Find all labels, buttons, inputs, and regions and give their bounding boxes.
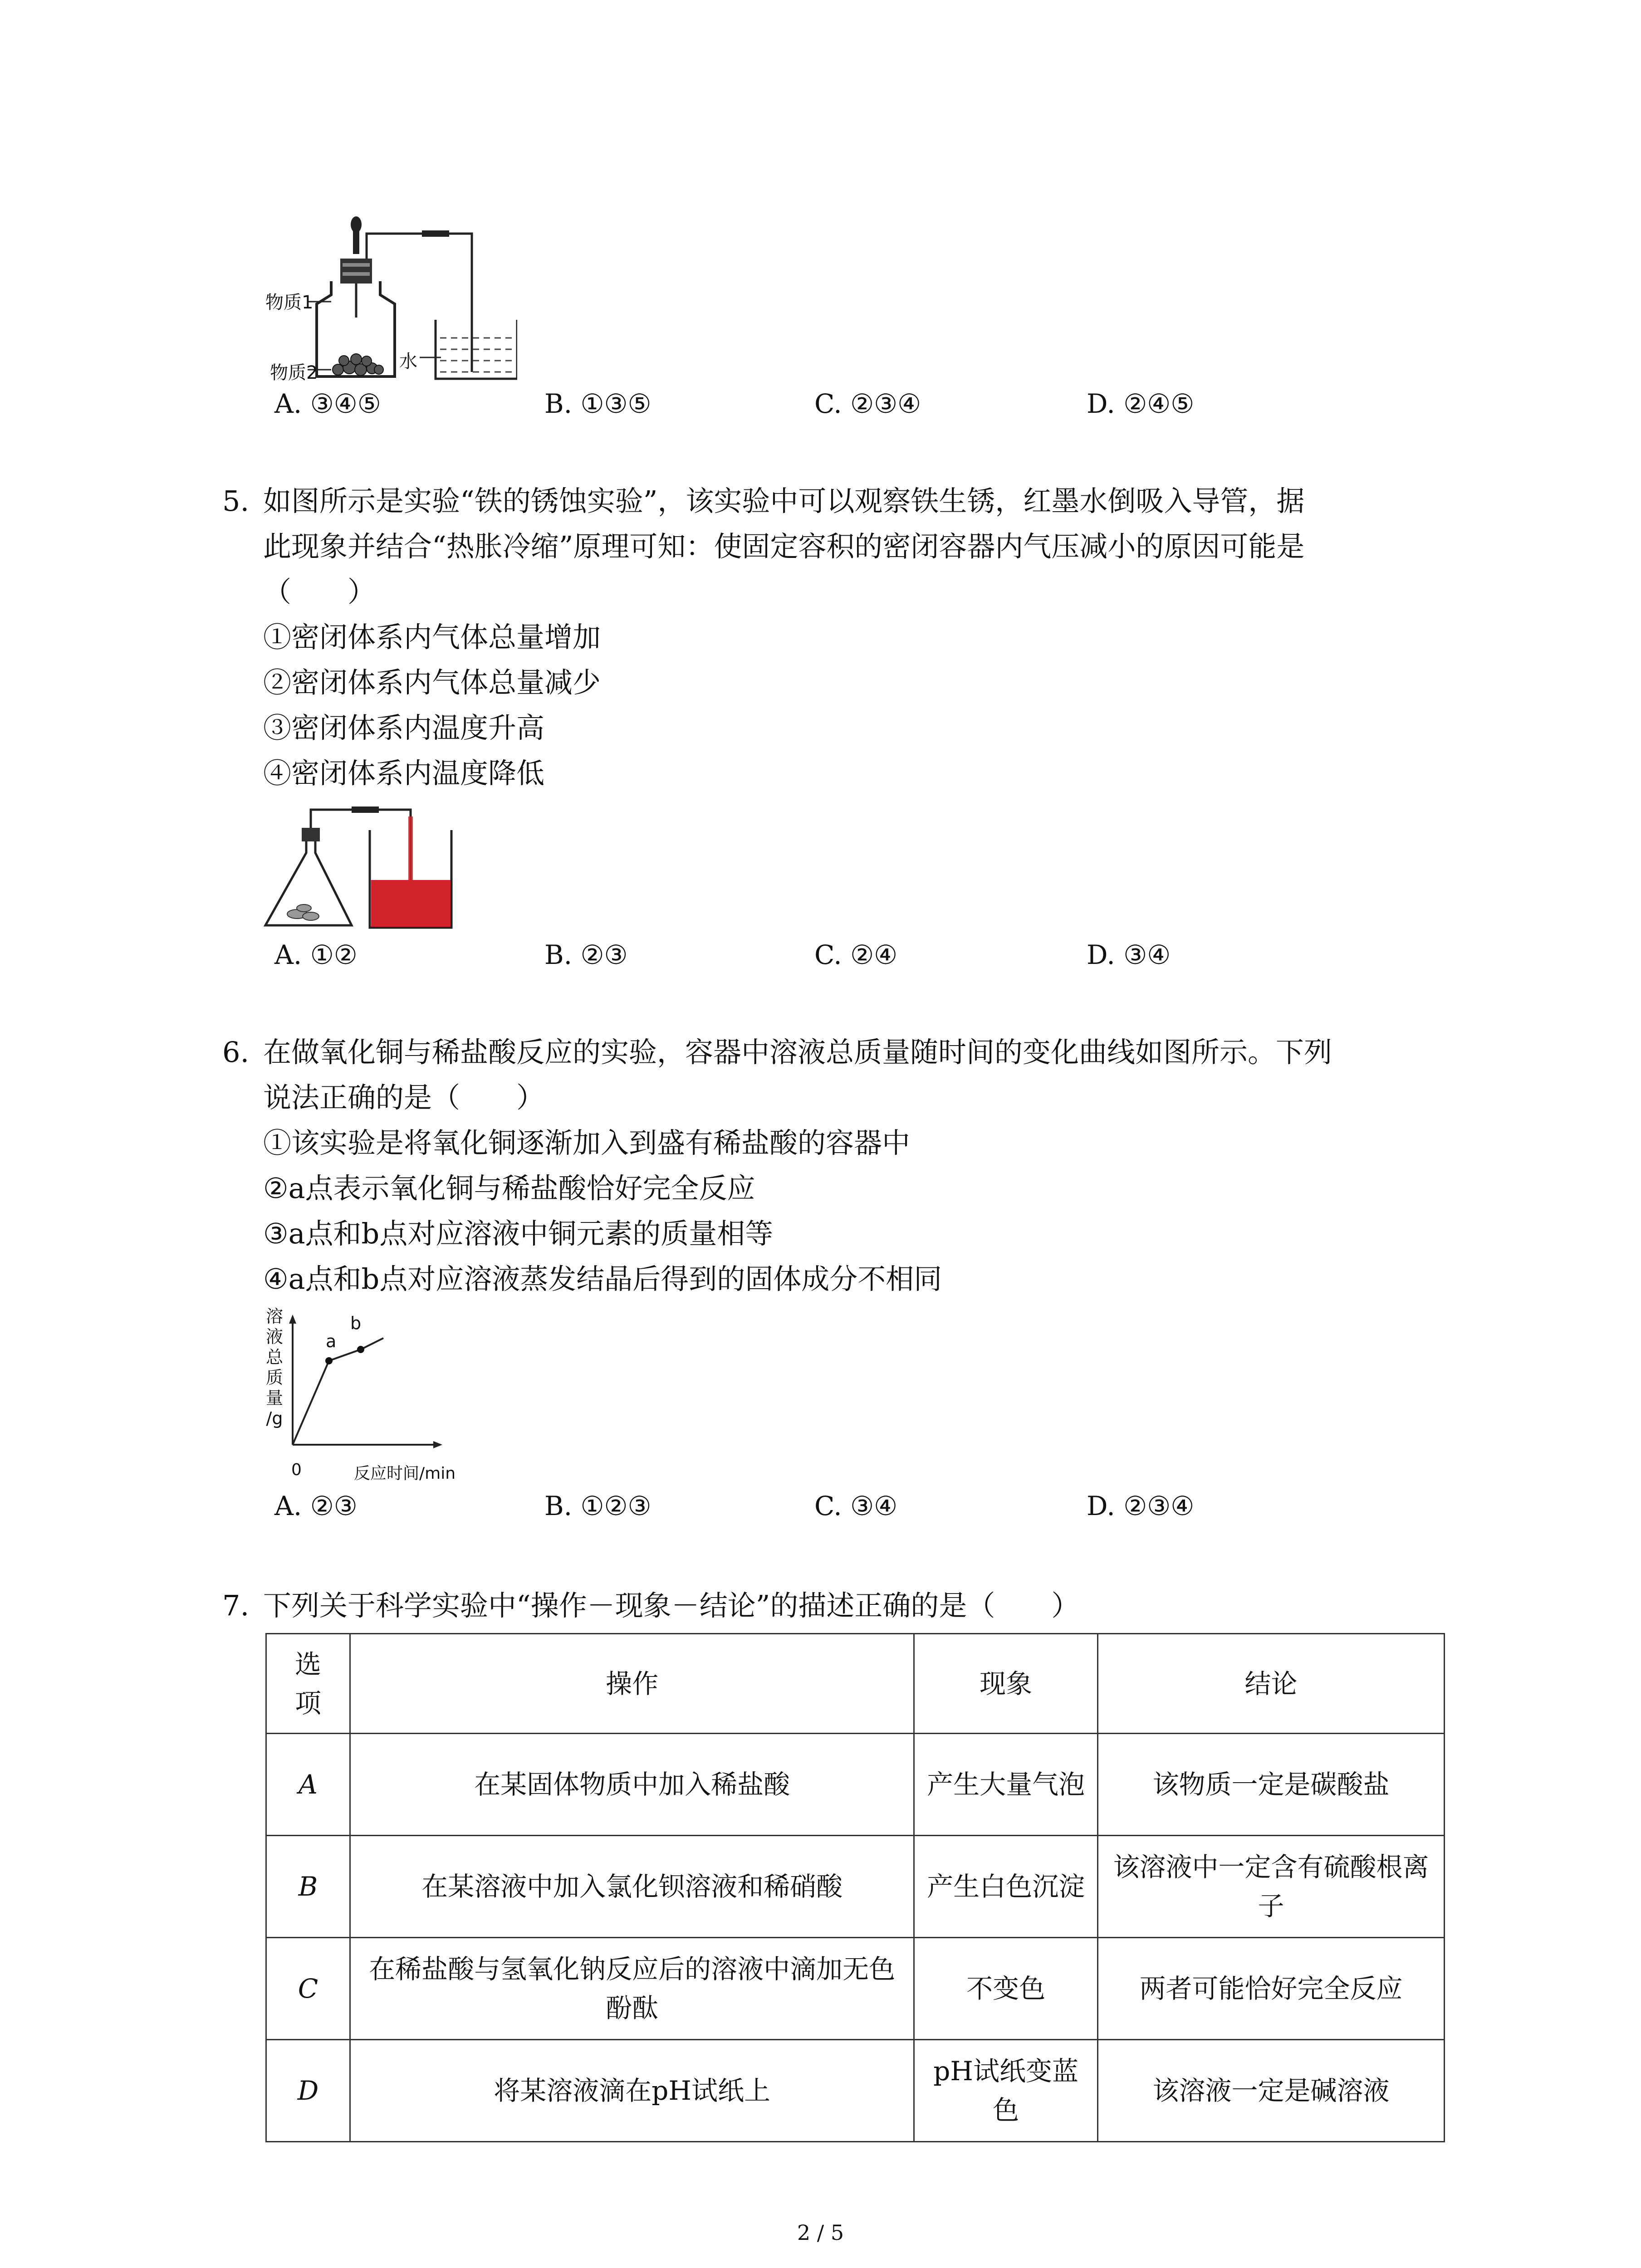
q5-stem-line3: （ ）	[263, 575, 376, 608]
q7-row-b-conclusion: 该溶液中一定含有硫酸根离子	[1097, 1836, 1444, 1938]
q4-option-b[interactable]: B. ①③⑤	[544, 388, 652, 419]
q6-point-a-label: a	[326, 1331, 337, 1351]
q7-table	[265, 1633, 1445, 2142]
q6-option-b[interactable]: B. ①②③	[544, 1491, 652, 1521]
q6-graph-origin: 0	[291, 1461, 302, 1479]
q4-label-water: 水	[399, 351, 417, 372]
q7-stem: 下列关于科学实验中“操作－现象－结论”的描述正确的是（ ）	[263, 1589, 1080, 1622]
q7-row-a-operation: 在某固体物质中加入稀盐酸	[350, 1734, 914, 1836]
q5-option-c[interactable]: C. ②④	[814, 939, 898, 970]
q7-row-d-option: D	[266, 2040, 350, 2142]
q5-item-2: ②密闭体系内气体总量减少	[263, 666, 601, 699]
q7-row-b-option: B	[266, 1836, 350, 1938]
q5-number: 5.	[222, 484, 250, 518]
q6-option-d[interactable]: D. ②③④	[1087, 1491, 1195, 1521]
q7-row-c-phenomenon: 不变色	[914, 1938, 1098, 2040]
q5-option-a[interactable]: A. ①②	[274, 939, 358, 970]
q7-row-a-conclusion: 该物质一定是碳酸盐	[1097, 1734, 1444, 1836]
page-number: 2 / 5	[797, 2220, 844, 2245]
table-row	[266, 1938, 1445, 2040]
q7-table-header-row	[266, 1634, 1445, 1734]
q5-option-d[interactable]: D. ③④	[1087, 939, 1171, 970]
q7-number: 7.	[222, 1589, 250, 1622]
q7-row-c-conclusion: 两者可能恰好完全反应	[1097, 1938, 1444, 2040]
q7-header-conclusion: 结论	[1097, 1634, 1444, 1734]
q6-stem-line1: 在做氧化铜与稀盐酸反应的实验，容器中溶液总质量随时间的变化曲线如图所示。下列	[263, 1036, 1332, 1069]
q6-point-b-label: b	[350, 1313, 362, 1333]
q7-row-d-phenomenon: pH试纸变蓝色	[914, 2040, 1098, 2142]
q7-row-d-operation: 将某溶液滴在pH试纸上	[350, 2040, 914, 2142]
q6-item-2: ②a点表示氧化铜与稀盐酸恰好完全反应	[263, 1172, 755, 1205]
q7-row-c-operation: 在稀盐酸与氢氧化钠反应后的溶液中滴加无色酚酞	[350, 1938, 914, 2040]
q4-option-d[interactable]: D. ②④⑤	[1087, 388, 1195, 419]
q4-option-a[interactable]: A. ③④⑤	[274, 388, 381, 419]
q7-row-b-phenomenon: 产生白色沉淀	[914, 1836, 1098, 1938]
q6-graph-plot	[286, 1306, 476, 1456]
q5-stem-line2: 此现象并结合“热胀冷缩”原理可知：使固定容积的密闭容器内气压减小的原因可能是	[263, 530, 1305, 563]
q6-option-a[interactable]: A. ②③	[274, 1491, 358, 1521]
table-row	[266, 1836, 1445, 1938]
q6-item-3: ③a点和b点对应溶液中铜元素的质量相等	[263, 1217, 774, 1250]
q7-row-a-option: A	[266, 1734, 350, 1836]
q5-rusting-apparatus-figure	[261, 803, 456, 939]
q7-header-operation: 操作	[350, 1634, 914, 1734]
q6-graph-x-label: 反应时间/min	[354, 1464, 456, 1483]
table-row	[266, 1734, 1445, 1836]
q5-item-3: ③密闭体系内温度升高	[263, 711, 545, 744]
q7-header-option: 选项	[266, 1634, 350, 1734]
q5-stem-line1: 如图所示是实验“铁的锈蚀实验”，该实验中可以观察铁生锈，红墨水倒吸入导管，据	[263, 484, 1305, 518]
table-row	[266, 2040, 1445, 2142]
q6-stem-line2: 说法正确的是（ ）	[263, 1081, 545, 1114]
q6-item-1: ①该实验是将氧化铜逐渐加入到盛有稀盐酸的容器中	[263, 1126, 911, 1159]
q4-label-substance1: 物质1	[265, 292, 314, 313]
q4-option-c[interactable]: C. ②③④	[814, 388, 921, 419]
q6-number: 6.	[222, 1036, 250, 1069]
q7-row-c-option: C	[266, 1938, 350, 2040]
q7-header-phenomenon: 现象	[914, 1634, 1098, 1734]
q7-row-b-operation: 在某溶液中加入氯化钡溶液和稀硝酸	[350, 1836, 914, 1938]
q6-graph	[263, 1306, 481, 1488]
q6-graph-y-label: 溶 液 总 质 量 /g	[265, 1306, 283, 1428]
q5-option-b[interactable]: B. ②③	[544, 939, 628, 970]
q7-row-a-phenomenon: 产生大量气泡	[914, 1734, 1098, 1836]
q6-item-4: ④a点和b点对应溶液蒸发结晶后得到的固体成分不相同	[263, 1262, 942, 1295]
q7-row-d-conclusion: 该溶液一定是碱溶液	[1097, 2040, 1444, 2142]
q4-label-substance2: 物质2	[270, 362, 318, 383]
q5-item-1: ①密闭体系内气体总量增加	[263, 621, 601, 654]
q6-option-c[interactable]: C. ③④	[814, 1491, 898, 1521]
q5-item-4: ④密闭体系内温度降低	[263, 757, 545, 790]
